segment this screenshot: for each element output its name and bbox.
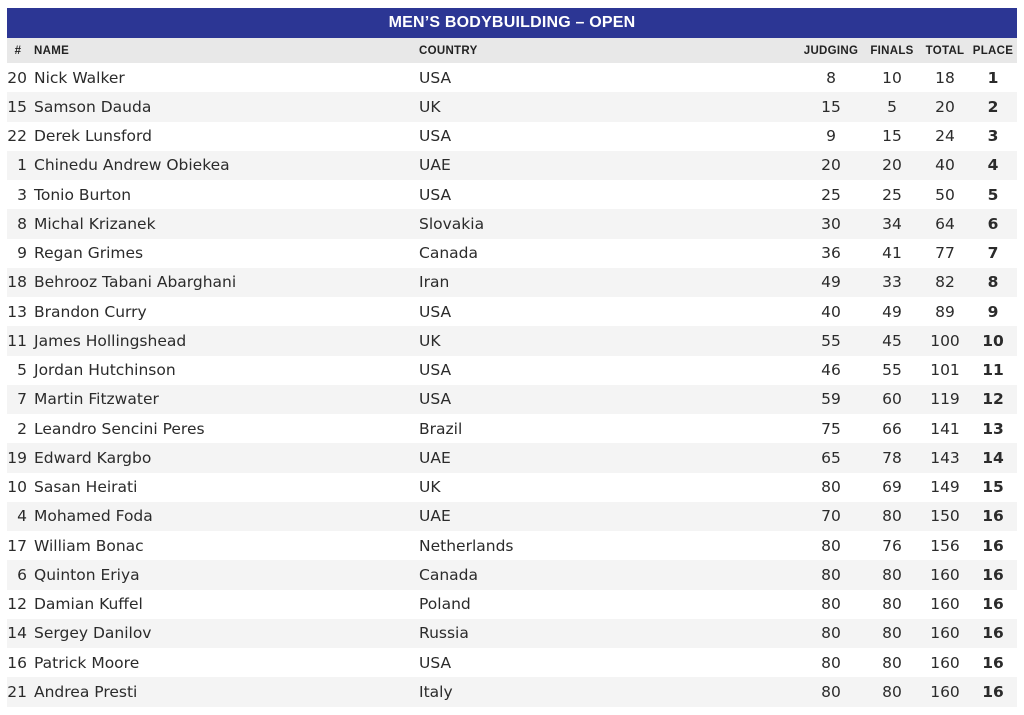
cell-judging: 80 [821, 624, 841, 643]
cell-total: 24 [935, 127, 955, 146]
cell-place: 15 [982, 478, 1004, 497]
cell-place: 16 [982, 682, 1004, 701]
cell-country: UK [419, 331, 441, 350]
cell-place: 11 [982, 361, 1004, 380]
table-row [7, 531, 1017, 560]
cell-name: Martin Fitzwater [34, 390, 159, 409]
cell-judging: 80 [821, 595, 841, 614]
cell-place: 16 [982, 595, 1004, 614]
cell-number: 15 [7, 97, 27, 116]
cell-country: UAE [419, 507, 451, 526]
table-row [7, 443, 1017, 472]
header-number: # [14, 44, 22, 57]
cell-finals: 76 [882, 536, 902, 555]
cell-number: 19 [7, 448, 27, 467]
header-place: PLACE [972, 44, 1014, 57]
cell-country: UK [419, 478, 441, 497]
cell-finals: 10 [882, 68, 902, 87]
cell-number: 7 [17, 390, 27, 409]
cell-total: 141 [930, 419, 960, 438]
cell-judging: 75 [821, 419, 841, 438]
table-row [7, 297, 1017, 326]
cell-number: 21 [7, 682, 27, 701]
cell-total: 40 [935, 156, 955, 175]
cell-name: Behrooz Tabani Abarghani [34, 273, 237, 292]
cell-place: 12 [982, 390, 1004, 409]
cell-name: Mohamed Foda [34, 507, 153, 526]
cell-total: 119 [930, 390, 960, 409]
cell-total: 160 [930, 682, 960, 701]
results-table [7, 38, 1017, 707]
cell-place: 16 [982, 653, 1004, 672]
cell-number: 9 [17, 244, 27, 263]
cell-judging: 15 [821, 97, 841, 116]
cell-country: USA [419, 68, 452, 87]
cell-country: USA [419, 185, 452, 204]
cell-total: 64 [935, 214, 955, 233]
table-row [7, 239, 1017, 268]
cell-judging: 80 [821, 536, 841, 555]
cell-place: 4 [987, 156, 999, 175]
cell-total: 89 [935, 302, 955, 321]
header-finals: FINALS [870, 44, 914, 57]
table-title: MEN’S BODYBUILDING – OPEN [7, 8, 1017, 38]
cell-number: 20 [7, 68, 27, 87]
table-row [7, 209, 1017, 238]
table-row [7, 151, 1017, 180]
cell-finals: 45 [882, 331, 902, 350]
cell-judging: 80 [821, 653, 841, 672]
table-row [7, 63, 1017, 92]
table-row [7, 92, 1017, 121]
table-row [7, 356, 1017, 385]
cell-country: USA [419, 390, 452, 409]
cell-name: Samson Dauda [34, 97, 152, 116]
cell-name: Jordan Hutchinson [34, 361, 176, 380]
cell-name: Brandon Curry [34, 302, 147, 321]
cell-finals: 80 [882, 653, 902, 672]
cell-name: Sergey Danilov [34, 624, 152, 643]
cell-country: Canada [419, 565, 478, 584]
cell-finals: 5 [887, 97, 897, 116]
cell-finals: 33 [882, 273, 902, 292]
cell-total: 143 [930, 448, 960, 467]
cell-number: 22 [7, 127, 27, 146]
cell-country: Russia [419, 624, 469, 643]
cell-country: Netherlands [419, 536, 514, 555]
cell-judging: 80 [821, 478, 841, 497]
cell-judging: 9 [826, 127, 836, 146]
cell-total: 160 [930, 565, 960, 584]
cell-number: 13 [7, 302, 27, 321]
cell-number: 5 [17, 361, 27, 380]
cell-finals: 49 [882, 302, 902, 321]
cell-country: Slovakia [419, 214, 485, 233]
cell-finals: 80 [882, 565, 902, 584]
header-name: NAME [34, 44, 70, 57]
cell-number: 2 [17, 419, 27, 438]
cell-place: 13 [982, 419, 1004, 438]
cell-finals: 80 [882, 682, 902, 701]
cell-number: 18 [7, 273, 27, 292]
cell-name: Patrick Moore [34, 653, 140, 672]
cell-judging: 25 [821, 185, 841, 204]
cell-number: 12 [7, 595, 27, 614]
results-panel [7, 8, 1017, 707]
cell-place: 1 [987, 68, 999, 87]
cell-country: Brazil [419, 419, 463, 438]
cell-place: 7 [987, 244, 999, 263]
cell-total: 77 [935, 244, 955, 263]
cell-number: 6 [17, 565, 27, 584]
cell-place: 3 [987, 127, 999, 146]
cell-number: 10 [7, 478, 27, 497]
cell-name: Quinton Eriya [34, 565, 140, 584]
cell-place: 9 [987, 302, 999, 321]
cell-place: 8 [987, 273, 999, 292]
cell-country: USA [419, 653, 452, 672]
cell-total: 100 [930, 331, 960, 350]
cell-total: 160 [930, 653, 960, 672]
cell-name: James Hollingshead [34, 331, 187, 350]
cell-country: Italy [419, 682, 453, 701]
cell-total: 160 [930, 624, 960, 643]
cell-place: 16 [982, 565, 1004, 584]
header-total: TOTAL [925, 44, 965, 57]
cell-country: Canada [419, 244, 478, 263]
cell-place: 14 [982, 448, 1004, 467]
header-country: COUNTRY [419, 44, 478, 57]
cell-judging: 20 [821, 156, 841, 175]
table-row [7, 502, 1017, 531]
cell-finals: 34 [882, 214, 902, 233]
cell-number: 4 [17, 507, 27, 526]
header-judging: JUDGING [803, 44, 859, 57]
cell-total: 150 [930, 507, 960, 526]
cell-country: UAE [419, 448, 451, 467]
cell-judging: 80 [821, 682, 841, 701]
cell-finals: 41 [882, 244, 902, 263]
table-row [7, 677, 1017, 706]
cell-judging: 40 [821, 302, 841, 321]
cell-finals: 80 [882, 624, 902, 643]
cell-finals: 15 [882, 127, 902, 146]
cell-number: 3 [17, 185, 27, 204]
cell-number: 11 [7, 331, 27, 350]
cell-name: Derek Lunsford [34, 127, 152, 146]
cell-place: 16 [982, 507, 1004, 526]
cell-finals: 60 [882, 390, 902, 409]
cell-name: Sasan Heirati [34, 478, 138, 497]
cell-judging: 8 [826, 68, 836, 87]
cell-total: 149 [930, 478, 960, 497]
cell-place: 5 [987, 185, 999, 204]
table-row [7, 326, 1017, 355]
cell-place: 2 [987, 97, 999, 116]
cell-finals: 66 [882, 419, 902, 438]
cell-judging: 70 [821, 507, 841, 526]
cell-judging: 80 [821, 565, 841, 584]
cell-number: 16 [7, 653, 27, 672]
table-row [7, 560, 1017, 589]
table-row [7, 122, 1017, 151]
cell-total: 20 [935, 97, 955, 116]
cell-place: 16 [982, 536, 1004, 555]
cell-finals: 80 [882, 507, 902, 526]
cell-total: 101 [930, 361, 960, 380]
cell-finals: 69 [882, 478, 902, 497]
cell-total: 160 [930, 595, 960, 614]
table-row [7, 385, 1017, 414]
table-row [7, 619, 1017, 648]
cell-judging: 46 [821, 361, 841, 380]
cell-total: 18 [935, 68, 955, 87]
cell-name: Andrea Presti [34, 682, 138, 701]
cell-judging: 36 [821, 244, 841, 263]
cell-name: Edward Kargbo [34, 448, 152, 467]
cell-total: 82 [935, 273, 955, 292]
cell-number: 8 [17, 214, 27, 233]
cell-country: UK [419, 97, 441, 116]
cell-place: 10 [982, 331, 1004, 350]
results-body [7, 63, 1017, 707]
cell-number: 1 [17, 156, 27, 175]
table-row [7, 590, 1017, 619]
cell-country: USA [419, 361, 452, 380]
cell-number: 14 [7, 624, 27, 643]
cell-name: William Bonac [34, 536, 144, 555]
cell-place: 6 [987, 214, 999, 233]
cell-name: Leandro Sencini Peres [34, 419, 205, 438]
table-row [7, 473, 1017, 502]
table-row [7, 414, 1017, 443]
cell-name: Michal Krizanek [34, 214, 156, 233]
cell-name: Regan Grimes [34, 244, 144, 263]
cell-judging: 49 [821, 273, 841, 292]
table-row [7, 268, 1017, 297]
cell-place: 16 [982, 624, 1004, 643]
cell-name: Damian Kuffel [34, 595, 143, 614]
table-row [7, 648, 1017, 677]
cell-country: UAE [419, 156, 451, 175]
cell-country: USA [419, 302, 452, 321]
cell-name: Tonio Burton [34, 185, 132, 204]
cell-judging: 59 [821, 390, 841, 409]
cell-total: 156 [930, 536, 960, 555]
cell-name: Nick Walker [34, 68, 125, 87]
cell-finals: 55 [882, 361, 902, 380]
cell-finals: 80 [882, 595, 902, 614]
cell-judging: 65 [821, 448, 841, 467]
table-row [7, 180, 1017, 209]
cell-country: USA [419, 127, 452, 146]
cell-finals: 78 [882, 448, 902, 467]
cell-judging: 30 [821, 214, 841, 233]
cell-country: Iran [419, 273, 450, 292]
cell-finals: 20 [882, 156, 902, 175]
cell-finals: 25 [882, 185, 902, 204]
header-row [7, 38, 1017, 63]
cell-total: 50 [935, 185, 955, 204]
cell-country: Poland [419, 595, 471, 614]
cell-number: 17 [7, 536, 27, 555]
cell-name: Chinedu Andrew Obiekea [34, 156, 230, 175]
cell-judging: 55 [821, 331, 841, 350]
